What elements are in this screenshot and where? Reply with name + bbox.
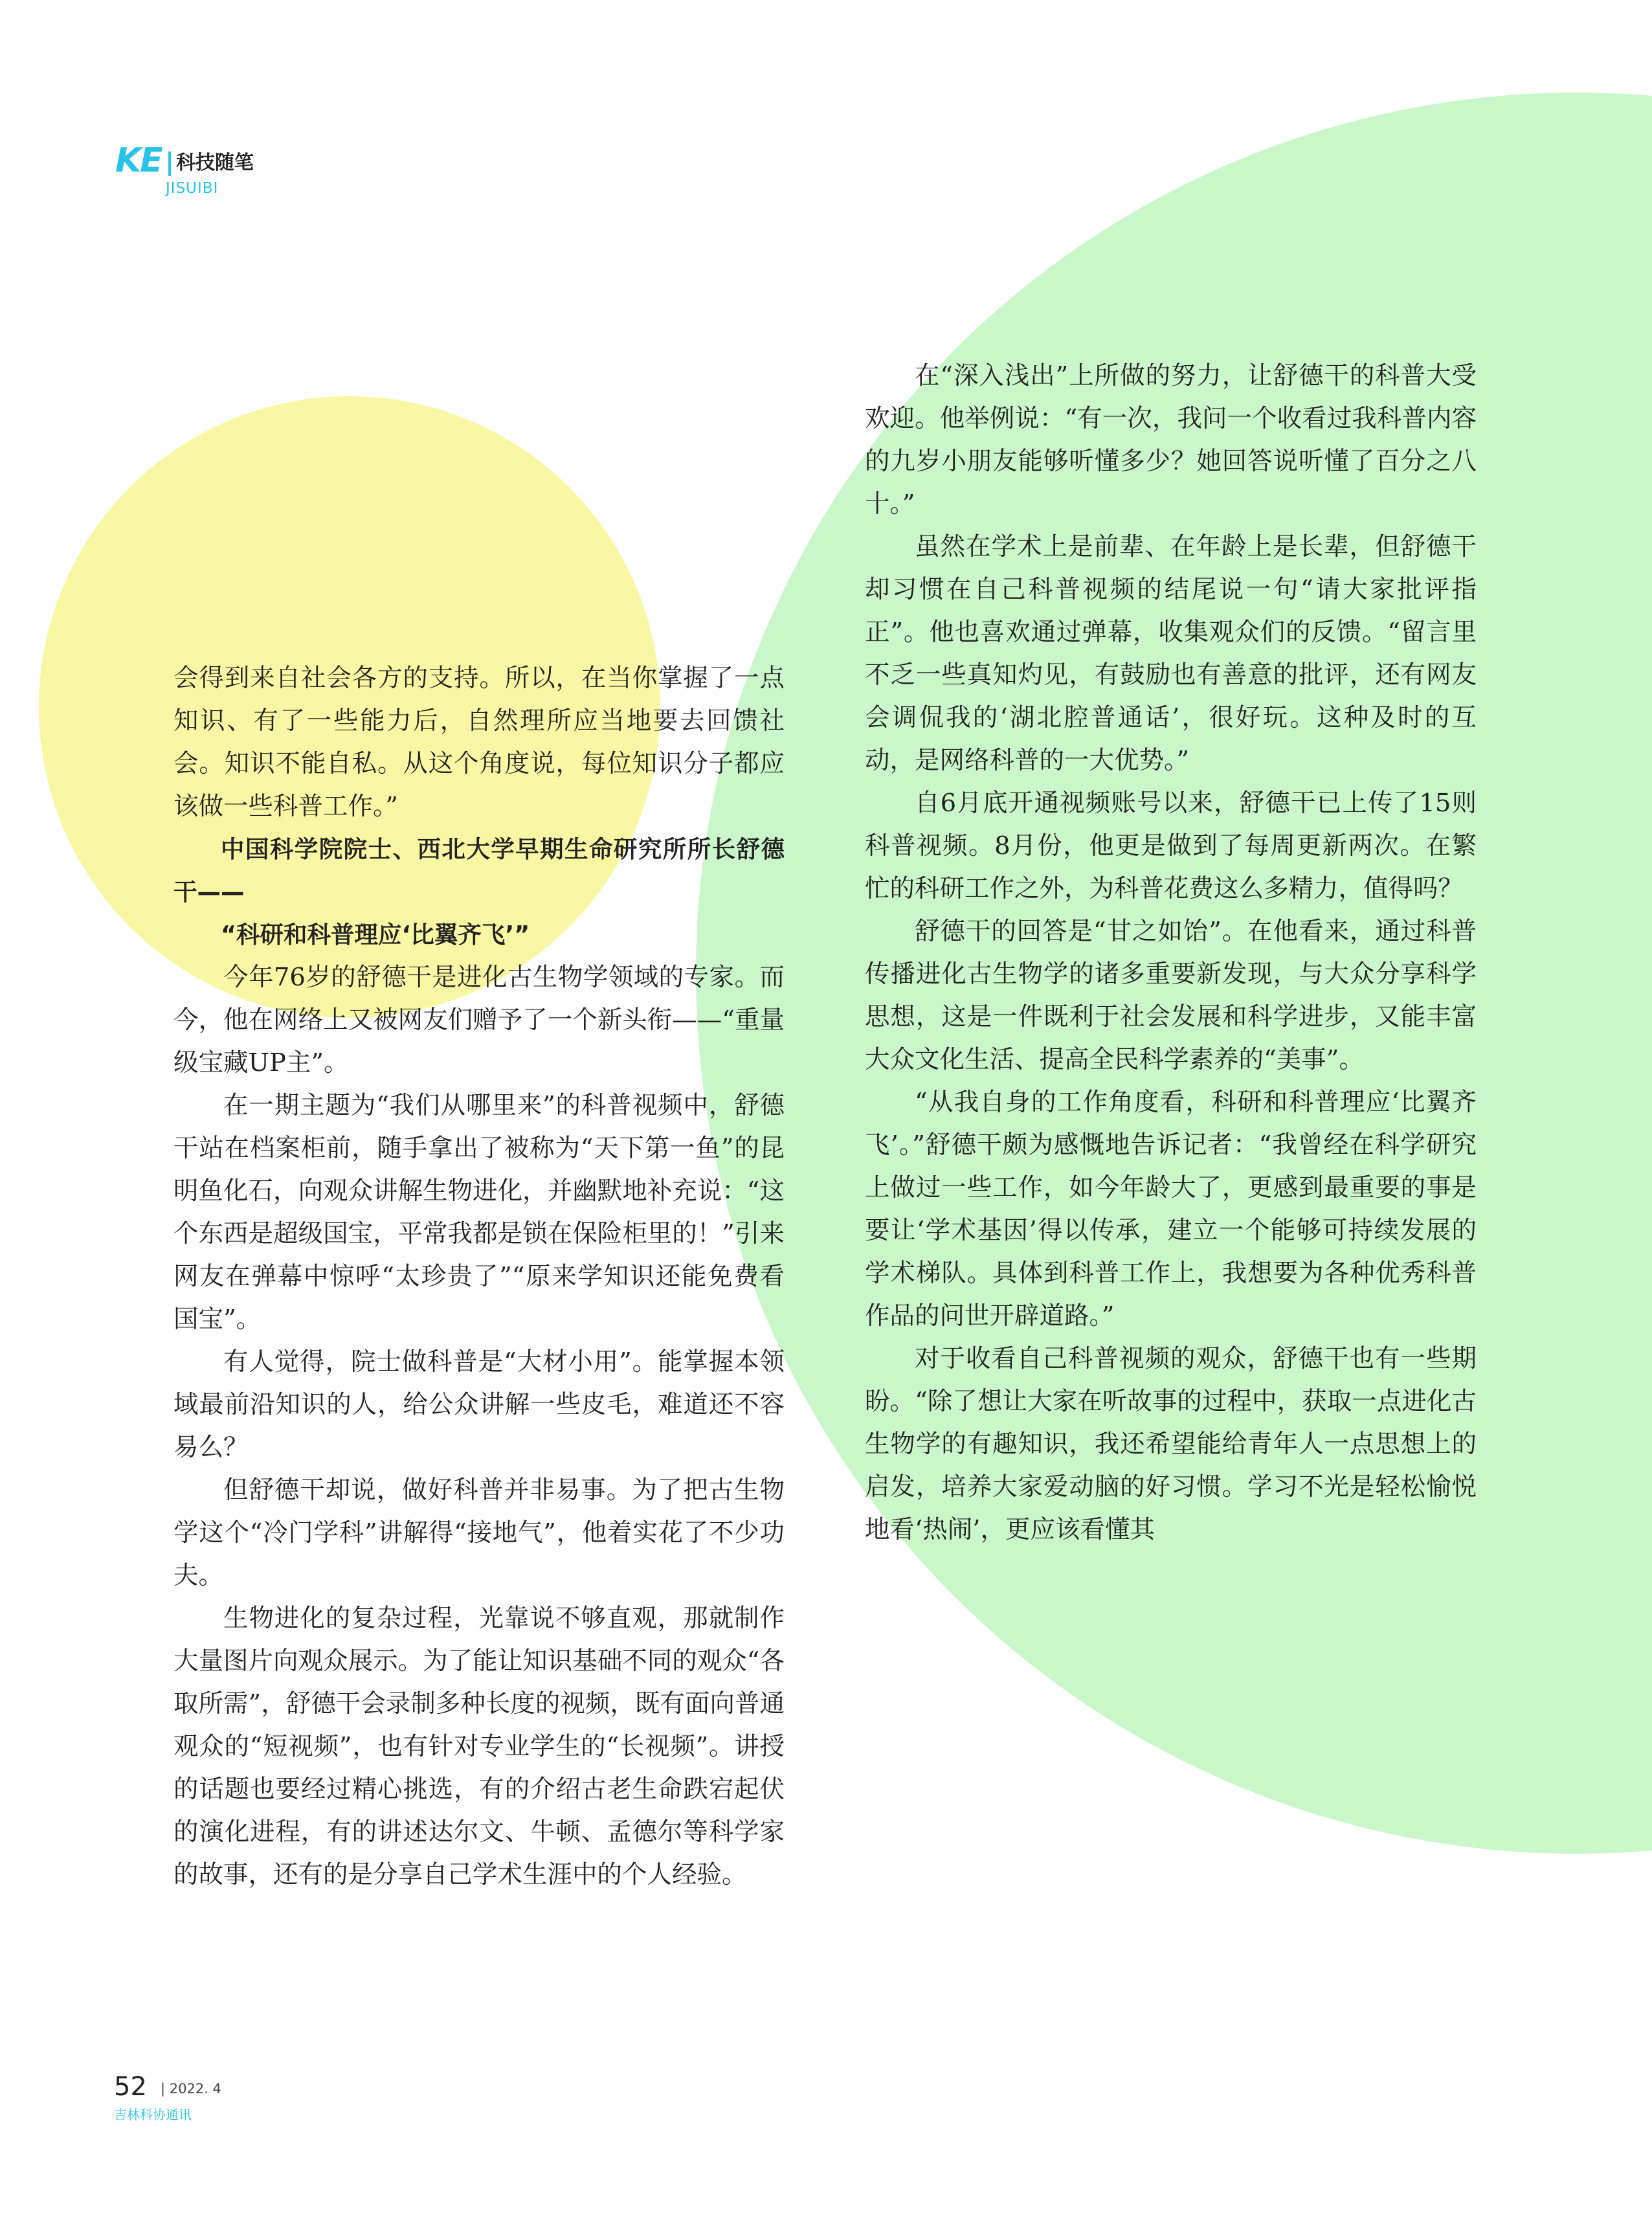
subheading: “科研和科普理应‘比翼齐飞’”	[221, 921, 530, 949]
issue-date: | 2022. 4	[161, 2081, 221, 2097]
subheading: 中国科学院院士、西北大学早期生命研究所所长舒德干——	[173, 835, 785, 906]
paragraph: 舒德干的回答是“甘之如饴”。在他看来，通过科普传播进化古生物学的诸多重要新发现，与大众分享科学思想，这是一件既利于社会发展和科学进步，又能丰富大众文化生活、提高全民科学素养的“美事”。	[865, 917, 1477, 1074]
left-text-column	[173, 657, 785, 1896]
page-number: 52	[114, 2072, 147, 2102]
paragraph: 会得到来自社会各方的支持。所以，在当你掌握了一点知识、有了一些能力后，自然理所应当地要去回馈社会。知识不能自私。从这个角度说，每位知识分子都应该做一些科普工作。”	[173, 664, 785, 821]
paragraph: 在一期主题为“我们从哪里来”的科普视频中，舒德干站在档案柜前，随手拿出了被称为“天下第一鱼”的昆明鱼化石，向观众讲解生物进化，并幽默地补充说：“这个东西是超级国宝，平常我都是锁在保险柜里的！”引来网友在弹幕中惊呼“太珍贵了”“原来学知识还能免费看国宝”。	[173, 1091, 785, 1334]
paragraph: “从我自身的工作角度看，科研和科普理应‘比翼齐飞’。”舒德干颇为感慨地告诉记者：“我曾经在科学研究上做过一些工作，如今年龄大了，更感到最重要的事是要让‘学术基因’得以传承，建立一个能够可持续发展的学术梯队。具体到科普工作上，我想要为各种优秀科普作品的问世开辟道路。”	[865, 1088, 1477, 1331]
ke-logo: KE	[115, 141, 162, 180]
section-title: 科技随笔	[176, 152, 254, 174]
paragraph: 今年76岁的舒德干是进化古生物学领域的专家。而今，他在网络上又被网友们赠予了一个新头衔——“重量级宝藏UP主”。	[173, 963, 785, 1077]
section-title-pinyin: JISUIBI	[166, 180, 219, 197]
paragraph: 对于收看自己科普视频的观众，舒德干也有一些期盼。“除了想让大家在听故事的过程中，获取一点进化古生物学的有趣知识，我还希望能给青年人一点思想上的启发，培养大家爱动脑的好习惯。学习不光是轻松愉悦地看‘热闹’，更应该看懂其	[865, 1344, 1477, 1544]
paragraph: 在“深入浅出”上所做的努力，让舒德干的科普大受欢迎。他举例说：“有一次，我问一个收看过我科普内容的九岁小朋友能够听懂多少？她回答说听懂了百分之八十。”	[865, 361, 1477, 519]
magazine-name: 吉林科协通讯	[114, 2107, 192, 2122]
paragraph: 自6月底开通视频账号以来，舒德干已上传了15则科普视频。8月份，他更是做到了每周更新两次。在繁忙的科研工作之外，为科普花费这么多精力，值得吗？	[865, 789, 1477, 903]
paragraph: 有人觉得，院士做科普是“大材小用”。能掌握本领域最前沿知识的人，给公众讲解一些皮毛，难道还不容易么？	[173, 1347, 785, 1462]
paragraph: 生物进化的复杂过程，光靠说不够直观，那就制作大量图片向观众展示。为了能让知识基础不同的观众“各取所需”，舒德干会录制多种长度的视频，既有面向普通观众的“短视频”，也有针对专业学生的“长视频”。讲授的话题也要经过精心挑选，有的介绍古老生命跌宕起伏的演化进程，有的讲述达尔文、牛顿、孟德尔等科学家的故事，还有的是分享自己学术生涯中的个人经验。	[173, 1604, 785, 1889]
right-text-column	[865, 355, 1477, 1551]
logo-divider	[168, 152, 171, 176]
paragraph: 但舒德干却说，做好科普并非易事。为了把古生物学这个“冷门学科”讲解得“接地气”，他着实花了不少功夫。	[173, 1476, 785, 1590]
paragraph: 虽然在学术上是前辈、在年龄上是长辈，但舒德干却习惯在自己科普视频的结尾说一句“请大家批评指正”。他也喜欢通过弹幕，收集观众们的反馈。“留言里不乏一些真知灼见，有鼓励也有善意的批评，还有网友会调侃我的‘湖北腔普通话’，很好玩。这种及时的互动，是网络科普的一大优势。”	[865, 532, 1477, 775]
